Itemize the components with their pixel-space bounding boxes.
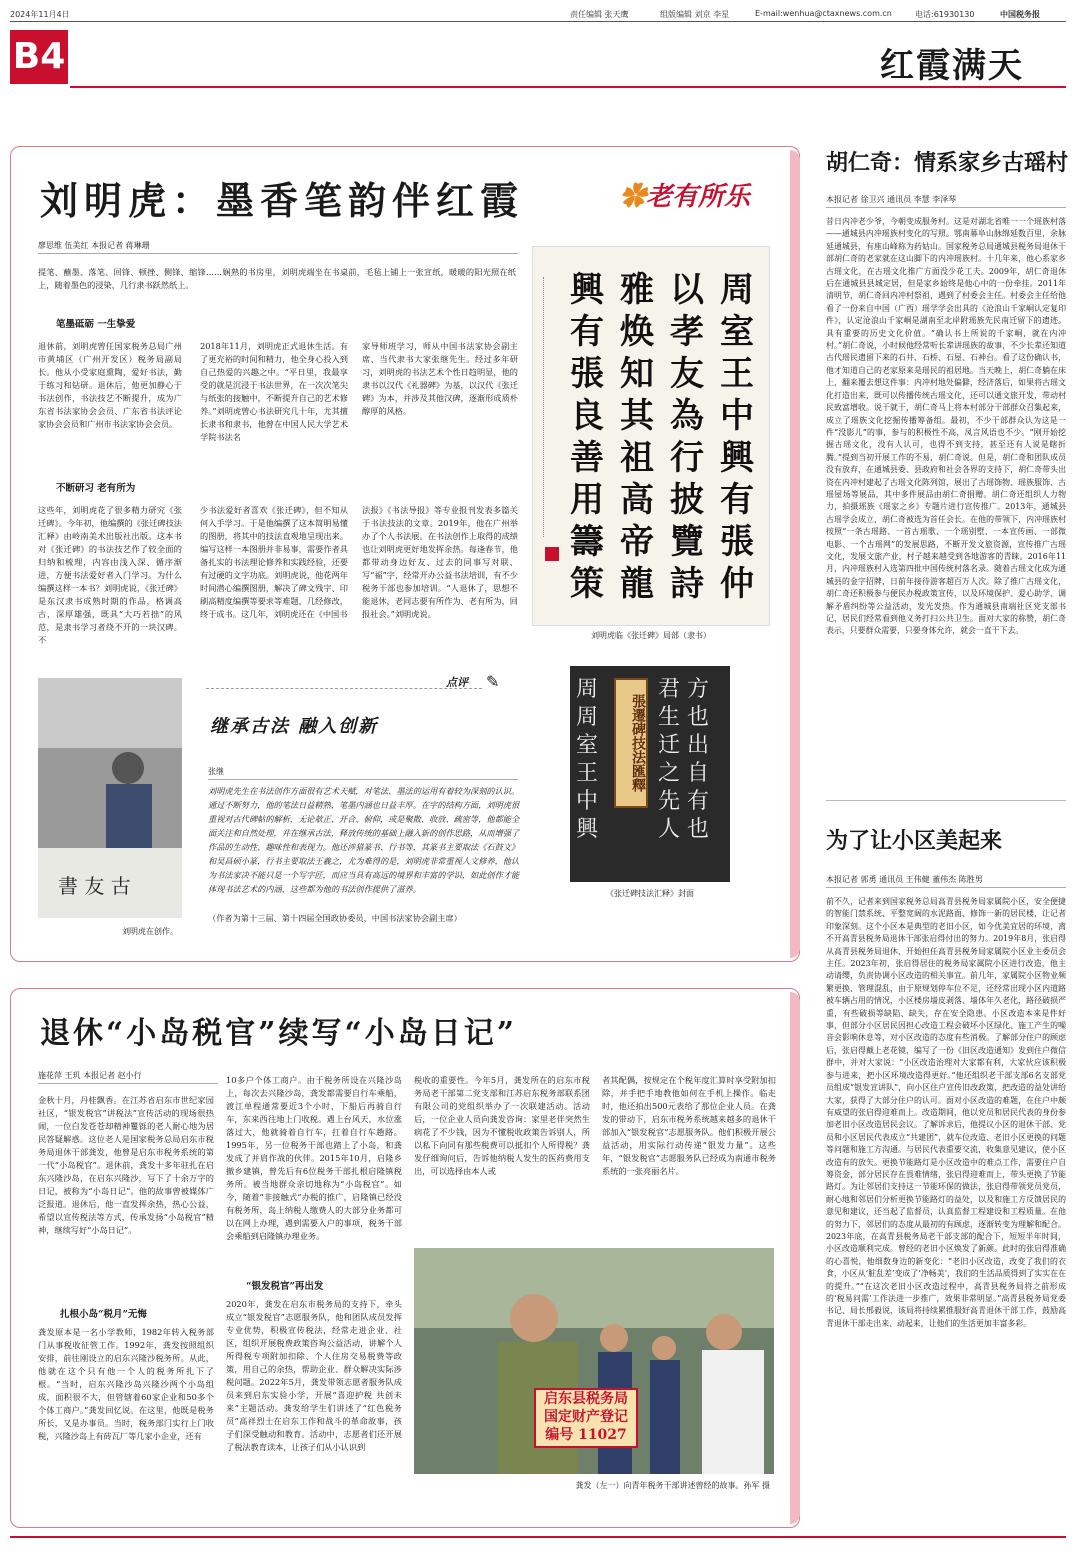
article1-para-2: 2018年11月，刘明虎正式退休生活。有了更充裕的时间和精力，他全身心投入到自己热爱的兴趣之中。“平日里，我最享受的就是沉浸于书法世界，在一次次笔尖与纸张的接触中，不断提升自己的艺术修养。”刘明虎曾心书法研究几十年，尤其擅长隶书和隶书，他曾在中国人民大学艺术学院书法名 (200, 341, 348, 442)
article2-byline: 施花萍 王玑 本报记者 赵小行 (38, 1070, 218, 1084)
seal-stamp (545, 547, 559, 561)
article2-photo-caption: 龚发（左一）向青年税务干部讲述曾经的故事。孙军 摄 (575, 1481, 770, 1490)
article1-byline: 廖思维 伍美红 本报记者 蒋琳珊 (38, 240, 518, 254)
article2-subhead-1: 扎根小岛“税月”无悔 (60, 1309, 147, 1320)
editor-credit: 责任编辑 张天鹰 (570, 10, 629, 19)
panel-edge-2 (790, 992, 800, 1524)
right1-body: 昔日内冲老少爷，今朝变成服务村。这是对湖北省唯一一个瑶族村落——通城县内冲瑶族村变化的写照。鄂南幕阜山脉绵延数百里，余脉延通城县，有座山峰称为药姑山。国家税务总局通城县税务局退休干部胡仁奇的老家就在这山脚下的内冲瑶族村。十几年来，他心系家乡古瑶文化，在古瑶文化推广方面没少花工夫。2009年，胡仁奇退休后在通城县县城定居，但是家乡始终是他心中的一份牵挂。2011年清明节，胡仁奇回内冲村祭祖，遇到了村委会主任。村委会主任给他看了一份来自中国（广西）瑶学学会出具的《沧浪山千家峒认定复印件》，认定沧浪山千家峒是湖南至北岸附瑶族先民南迁留下的遗迹。具有重要的历史文化价值。“确认书上所说的千家峒，就在内冲村。”胡仁奇说，小时候他经常听长辈讲瑶族的故事，不少长辈还知道古代瑶民遗留下来的石井、石桥、石屋、石神台。看了这份确认书，他才知道自己的老家原来是瑶民的祖居地。当天晚上，胡仁奇躺在床上，翻来覆去想这件事：内冲村地处偏僻，经济落后，如果将古瑶文化打造出来，既可以传播传统古瑶文化，还可以通文旅开发，带动村民致富增收。说干就干，胡仁奇马上将本村部分干部群众召集起来，成立了瑶族文化挖掘传播筹备组。最初，不少干部群众认为这是一件“没影儿”的事，参与的积极性不高，凤言风语也不少。“刚开始挖掘古瑶文化，没有人认可，也得不到支持，甚至还有人说是瞎折腾。”提到当初开展工作的不易，胡仁奇说。但是，胡仁奇和团队成员没有放弃，在通城县委、县政府和社会各界的支持下，胡仁奇带头出资在内冲村建起了古瑶文化陈列馆，展出了古瑶饰物、瑶族服饰、古瑶屋场等展品，其中多件展品由胡仁奇捐赠。胡仁奇还组织人力物力，拍摄瑶族《瑶家之乡》专题片进行宣传推广。2013年，通城县古瑶学会成立，胡仁奇被选为首任会长。在他的带领下，内冲瑶族村按照“一条古瑶路、一首古瑶歌、一个瑶别墅、一本宣传画、一部微电影、一个古瑶网”的发展思路，不断开发文旅资源，宣传推广古瑶文化，发展文旅产业，村子越来越受到各地游客的青睐。2016年11月，内冲瑶族村入选第四批中国传统村落名录。随着古瑶文化成为通城县的金字招牌，日前年接待游客超百万人次。除了推广古瑶文化，胡仁奇还积极参与便民办税政策宣传，以及环境保护、爱心助学、调解矛盾纠纷等公益活动，发光发热。作为通城县南端社区党支部书记，居民们经常看到他义务打扫公共卫生。面对大家的称赞，胡仁奇表示，只要群众需要，只要身体允许，就会一直干下去。 (826, 217, 1066, 636)
issue-date: 2024年11月4日 (10, 10, 70, 19)
article2-title: 退休“小岛税官”续写“小岛日记” (40, 1016, 518, 1051)
article1-para-5: 少书法爱好者喜欢《张迁碑》，但不知从何入手学习。于是他编撰了这本简明易懂的图册，将其中的技法直观地呈现出来。编写这样一本图册并非易事，需要作者具备扎实的书法理论修养和实践经验，还要有过硬的文字功底。刘明虎说，他花两年时间潜心编撰图册，解决了碑文残字、印刷高精度编撰等要求等难题，几经修改，终于成书。这几年，刘明虎还在《中国书 (200, 505, 348, 619)
book-title-label: 張遷碑技法匯釋 (614, 678, 648, 808)
right1-byline: 本报记者 徐卫兴 通讯员 李慧 李泽琴 (826, 194, 1066, 208)
right2-byline: 本报记者 郭勇 通讯员 王伟健 董伟杰 陈胜男 (826, 874, 1066, 888)
comment-author: 张继 (208, 766, 518, 780)
article1-subhead-1: 笔墨砥砺 一生挚爱 (56, 319, 136, 330)
flower-icon: ✿ (620, 182, 647, 212)
article2-col4: 者其配偶，按规定在个税年度汇算时享受附加扣除，并手把手地教他如何在手机上操作。临走时，他还拍出500元表给了那位企业人员。在龚发的带动下，启东市税务系统越来越多的退休干部加入“银发税官”志愿服务队。他们积极开展公益活动，用实际行动传递“银发力量”。这些年，“银发税官”志愿服务队已经成为南通市税务系统的一张亮丽名片。 (602, 1075, 776, 1176)
panel-edge (790, 150, 800, 958)
article2-col1b: 龚发原本是一名小学教师，1982年转入税务部门从事税收征管工作。1992年，龚发按照组织安排，前往刚设立的启东兴隆沙税务所。从此，他就在这个只有他一个人的税务所扎下了根。“当时，启东兴隆沙岛兴隆沙两个小岛组成，面积很不大，但管辖着60家企业和50多个个体工商户。”龚发回忆说。在这里，他既是税务所长，又是办事员。当时，税务部门实行上门收税，兴隆沙岛上有砖瓦厂等几家小企业，还有 (38, 1327, 214, 1441)
artist-photo (38, 678, 182, 918)
article2-col2b: 2020年，龚发在启东市税务局的支持下，牵头成立“银发税官”志愿服务队，他和团队成员发挥专业优势，积极宣传税法，经常走进企业、社区，组织开展税费政策咨询公益活动，讲解个人所得税专项附加扣除、个人住房交易税费等政策，用自己的余热，帮助企业、群众解决实际涉税问题。2022年5月，龚发带领志愿者服务队成员来到启东实验小学，开展“喜迎护税 共创未来”主题活动。龚发给学生们讲述了“红色税务员”高祥烈士在启东工作和战斗的革命故事，孩子们深受触动和教育。活动中，志愿者们还开展了税法教育读本，让孩子们从小认识到 (226, 1299, 402, 1452)
right2-title: 为了让小区美起来 (826, 828, 1003, 854)
comment-tag: 点评 (446, 676, 468, 689)
article1-para-4: 这些年，刘明虎花了很多精力研究《张迁碑》。今年初，他编撰的《张迁碑技法汇释》由岭南美术出版社出版。这本书对《张迁碑》的书法技艺作了较全面的归纳和梳理，内容由浅入深、循序渐进，方便书法爱好者入门学习。为什么编撰这样一本书？刘明虎说，《张迁碑》是东汉隶书成熟时期的作品，格调高古，深厚雄强，既具“大巧若拙”的风范，是隶书学习者绕不开的一块汉碑。不 (38, 505, 182, 645)
book-rubbing-left: 周 周 室 王 中 興 (576, 677, 599, 842)
asset-register-sign: 启东县税务局 国定财产登记 编号 11027 (534, 1388, 638, 1448)
tax-officer-photo (414, 1248, 774, 1474)
comment-author-note: （作者为第十三届、第十四届全国政协委员，中国书法家协会副主席） (208, 913, 462, 923)
contact-email[interactable]: E-mail:wenhua@ctaxnews.com.cn (755, 9, 892, 18)
brush-icon: ✎ (486, 672, 500, 691)
article1-para-3: 家导师班学习，师从中国书法家协会副主席、当代隶书大家张继先生。经过多年研习，刘明虎的书法艺术个性日趋明显，他的隶书以汉代《礼器碑》为基，以汉代《张迁碑》为本，并涉及其他汉碑，逐渐形成质朴醇厚的风格。 (362, 341, 518, 416)
calligraphy-artwork: 周室王中興有張仲 以孝友為行披覽詩 雅焕知其祖高帝龍 興有張良善用籌策 (532, 246, 770, 626)
paper-name: 中国税务报 (1000, 10, 1040, 19)
column-logo: ✿老有所乐 (620, 182, 751, 212)
comment-rule (206, 688, 482, 689)
comment-title: 继承古法 融入创新 (210, 716, 379, 737)
comment-body: 刘明虎先生在书法创作方面很有艺术天赋，对笔法、墨法的运用有着较为深刻的认识。通过不断努力，他的笔法日益精熟，笔墨内涵也日益丰厚。在字的结构方面，刘明虎很重视对古代碑帖的解析，无论欹正、开合、俯仰，或是聚散、收放、疏密等，他都能全面关注和自然处理，并在继承古法，释放传统的基础上融入新的创作思路，从而增强了作品的生动性、趣味性和表现力。他还涉猎篆书、行书等，其篆书主要取法《石鼓文》和吴昌硕小篆，行书主要取法王羲之，尤为难得的是，刘明虎非常重视人文修养，他认为书法家决不能只是一个写字匠，而应当具有高远的境界和丰富的学识，如此创作才能体现书法艺术的内涵，这些都为他的书法创作提供了滋养。 (208, 786, 520, 894)
article2-col1: 金秋十月，丹桂飘香。在江苏省启东市世纪家园社区，“银发税官”讲税法”宣传活动的现场很热闹，一位白发苍苍却精神矍铄的老人耐心地为居民答疑解惑。这位老人是国家税务总局启东市税务局退休干部龚发，他曾是启东市税务系统的第一代“小岛税官”。退休前，龚发十多年驻扎在启东兴隆沙岛，在启东兴隆沙，写下了十余万字的日记，被称为“小岛日记”。他的故事曾被媒体广泛报道。退休后，他一直发挥余热，热心公益，希望以宣传税法等方式，传承发扬“小岛税官”精神，继续写好“小岛日记”。 (38, 1095, 214, 1235)
right2-body: 前不久，记者来到国家税务总局高青县税务局家属院小区，安全便捷的智能门禁系统、平整宽阔的水泥路面、修饰一新的居民楼，让记者印象深刻。这个小区本是典型的老旧小区，如今优美宜居的环境，离不开高青县税务局退休干部张启得付出的努力。2019年8月，张启得从高青县税务局退休，开始担任高青县税务局家属院小区业主委员会主任。2023年初，张启得居住的税务局家属院小区进行改造，他主动请缨，负责协调小区改造的相关事宜。前几年，家属院小区物业频繁更换、管理混乱，由于原规划停车位不足，还经常出现小区内道路被车辆占用的情况，小区楼房墙皮剥落、墙体年久老化，路径破损严重，有些破损等缺陷、缺失，存在安全隐患。小区改造本来是件好事，但部分小区居民因担心改造工程会破坏小区绿化、施工产生的噪音会影响休息等，对小区改造的态度有些消极。了解部分住户的顾虑后，张启得戴上老花镜，编写了一份《旧区改造通知》发到住户微信群中，并对大家说：“小区改造治理对大家都有利，大家伙应该积极参与进来，把小区环境改造得更好。”他还组织老干部支部6名支部党员组成“银发宣讲队”，向小区住户宣传旧改政策，把改造的益处讲给大家，获得了大部分住户的认可。面对小区改造的难题，在住户中颇有威望的张启得迎难而上。改造期间，他以党员和居民代表的身份参加老旧小区改造居民会议。了解诉求后，他提议小区的退休干部、党员和小区居民代表成立“共建团”，就车位改造、老旧小区更换的问题等问题和施工方沟通。与居民代表重要交流，收集意见建议，使小区改造有的放矢。更换节能路灯是小区改造中的难点工作，需要住户自筹资金，部分居民存在畏难情绪，张启得迎难而上，带头更换了节能路灯。为让邻居们支持这一节能环保的做法，张启得带领党员党员，耐心地和邻居们分析更换节能路灯的益处，以及和施工方反馈居民的意见和建议，还当起了监督员，认真监督工程建设和工程质量。在他的努力下，邻居们的态度从最初的有顾虑，逐渐转变为理解和配合。2023年底，在高青县税务局老干部支部的配合下，短短半年时间，小区改造顺利完成。曾经的老旧小区焕发了新颜。此时的张启得准确的心喜悦，他细数身边的新变化：“老旧小区改造，改变了我们的衣食，小区从‘脏乱差’变成了‘净畅美’，我们的生活品质得到了实实在在的提升。”“在这次老旧小区改造过程中，高青县税务局将之前形成的‘税易问需’工作法进一步推广，效果非常明显。”高青县税务局党委书记、局长邢毅说，该局将持续累推服好高青退休干部工作，鼓励高青退休干部走出来、动起来，让他们的生活更加丰富多彩。 (826, 897, 1066, 1328)
article1-subhead-2: 不断研习 老有所为 (56, 483, 136, 494)
article1-lead: 提笔、蘸墨、落笔、回锋、顿挫、侧锋、缩锋……娴熟的书房里，刘明虎端坐在书桌前，毛毡上铺上一张宣纸，暖暖的阳光照在纸上，随着墨色的浸染，几行隶书跃然纸上。 (38, 267, 516, 290)
page-number: B4 (10, 30, 68, 84)
masthead-bar (10, 8, 1066, 22)
header-rule (70, 86, 1066, 88)
inscription-column (543, 277, 547, 537)
article2-col3: 税收的重要性。今年5月，龚发所在的启东市税务局老干部第二党支部和江苏启东税务部联系团有限公司的党组织举办了一次联建活动。活动后，一位企业人员向龚发咨询：家里老伴突然生病花了不少钱，因为不懂税收政策告诉别人，所以私下向同有那些税费可以抵扣个人所得税？龚发仔细询问后，告诉他纳税人发生的医药费用支出，可以选择由本人或 (414, 1075, 590, 1176)
article1-para-6: 法报》《书法导报》等专业报刊发表多篇关于书法技法的文章。2019年，他在广州举办了个人书法展。在书法创作上取得的成绩也让刘明虎更好地发挥余热。每逢春节，他都带动身边好友、过去的同事写对联、写“福”字，经常开办公益书法培训，有不少税务干部也参加培训。“人退休了，思想不能退休，老同志要有所作为、老有所为，回报社会。”刘明虎说。 (362, 505, 518, 619)
book-rubbing-right: 君 方 生 也 迁 出 之 自 先 有 人 也 (658, 677, 709, 842)
article2-col2: 10多户个体工商户。由于税务所设在兴隆沙岛上，每次去兴隆沙岛，龚发都需要自行车乘船，渡江单程通常要近3个小时，下船后再骑自行车，东来西往地上门收税。遇上台风天，水位涨落过大，他就骑着自行车，扛着自行车趟路。1995年，另一位税务干部也踏上了小岛，和龚发成了并肩作战的伙伴。2015年10月，启隆乡撤乡建镇，曾先后有6位税务干部扎根启隆镇税务所。被当地群众亲切地称为“小岛税官”。如今，随着“非接触式”办税的推广，启隆镇已经没有税务所，岛上纳税人缴费人的大部分业务都可以在网上办理，遇到需要入户的事项，税务干部会乘船到启隆镇办理业务。 (226, 1075, 402, 1241)
calligraphy-caption: 刘明虎临《张迁碑》局部（隶书） (591, 631, 711, 640)
article2-subhead-2: “银发税官”再出发 (246, 1281, 324, 1292)
contact-phone: 电话:61930130 (915, 10, 975, 19)
book-caption: 《张迁碑技法汇释》封面 (606, 889, 694, 898)
section-title: 红霞满天 (880, 46, 1024, 86)
photo-caption: 刘明虎在创作。 (122, 927, 178, 936)
right-divider (826, 800, 1066, 801)
footer-rule (10, 1536, 1066, 1538)
svg-text:書 友 古: 書 友 古 (58, 874, 131, 898)
article1-para-1: 退休前，刘明虎曾任国家税务总局广州市黄埔区（广州开发区）税务局副局长。他从小受家庭熏陶，爱好书法，勤于练习和钻研。退休后，他更加静心于书法创作，书法技艺不断提升，成为广东省书法家协会会员、广东省书法评论家协会会员和广州市书法家协会会员。 (38, 341, 182, 429)
designer-credit: 组版编辑 刘京 李星 (660, 10, 730, 19)
article1-title: 刘明虎：墨香笔韵伴红霞 (40, 178, 525, 223)
book-cover (570, 666, 730, 882)
right1-title: 胡仁奇：情系家乡古瑶村 (826, 150, 1069, 176)
